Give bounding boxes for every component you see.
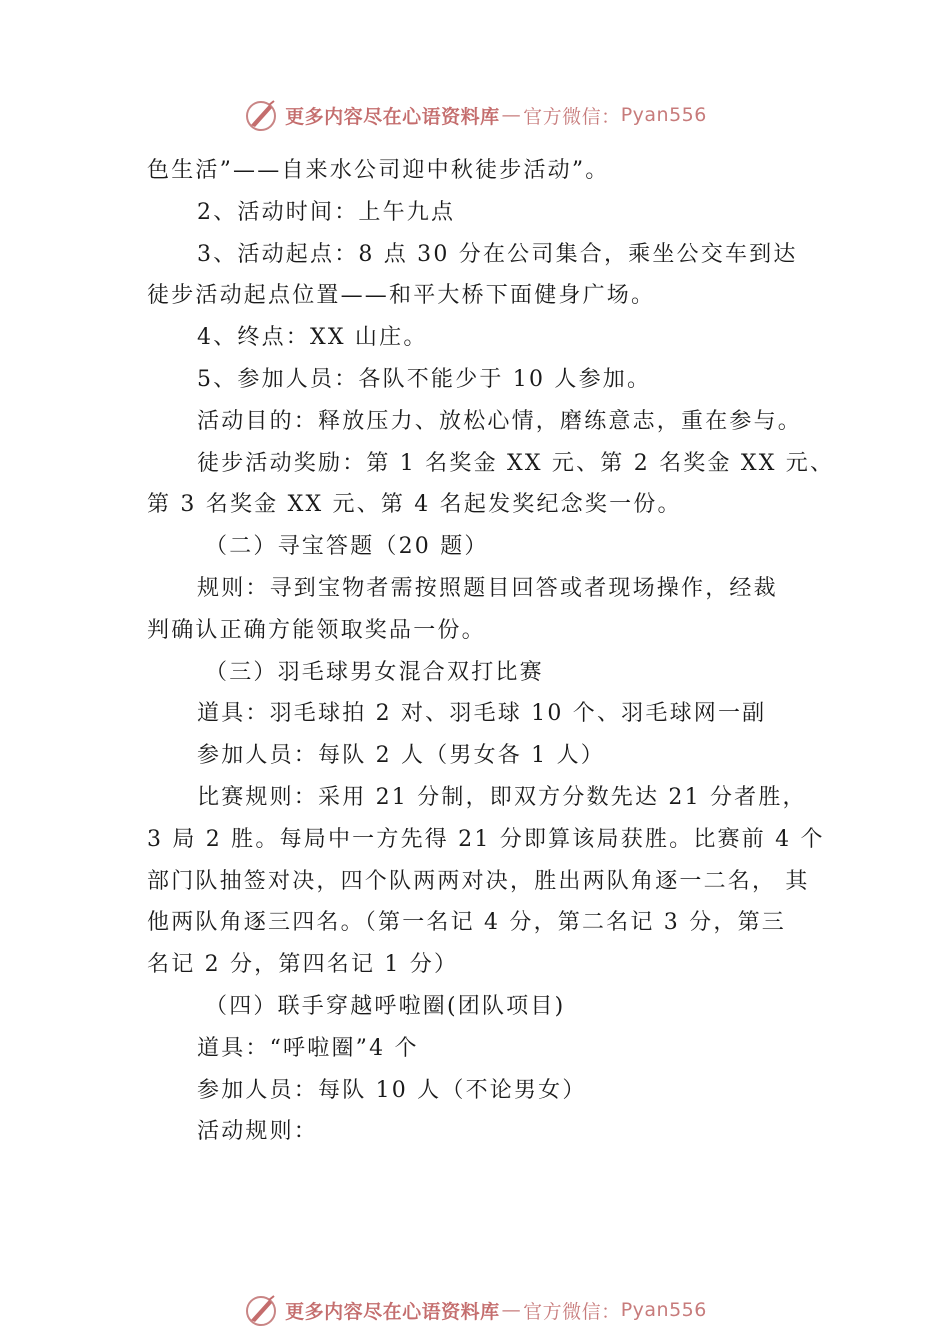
text-line: 4、终点：XX 山庄。 (197, 325, 428, 351)
watermark-wechat-id: Pyan556 (620, 1299, 707, 1321)
text-line: 3 局 2 胜。每局中一方先得 21 分即算该局获胜。比赛前 4 个 (147, 826, 825, 852)
watermark-separator: — (501, 104, 522, 126)
text-line: 名记 2 分，第四名记 1 分） (147, 952, 459, 978)
watermark-brand: 更多内容尽在心语资料库 (285, 1300, 500, 1323)
text-line: 道具：羽毛球拍 2 对、羽毛球 10 个、羽毛球网一副 (197, 701, 767, 727)
watermark-separator: — (501, 1299, 522, 1321)
text-line: 5、参加人员：各队不能少于 10 人参加。 (197, 366, 652, 392)
section-heading: （四）联手穿越呼啦圈(团队项目) (205, 993, 566, 1019)
text-line: 比赛规则：采用 21 分制，即双方分数先达 21 分者胜， (197, 784, 807, 810)
text-line: 色生活”——自来水公司迎中秋徒步活动”。 (147, 158, 610, 183)
watermark-brand: 更多内容尽在心语资料库 (285, 105, 500, 128)
text-line: 道具：“呼啦圈”4 个 (197, 1035, 419, 1061)
section-heading: （三）羽毛球男女混合双打比赛 (205, 659, 544, 685)
text-line: 活动规则： (197, 1119, 319, 1145)
text-line: 他两队角逐三四名。（第一名记 4 分，第二名记 3 分，第三 (147, 910, 786, 936)
text-line: 2、活动时间：上午九点 (197, 199, 456, 225)
text-line: 徒步活动起点位置——和平大桥下面健身广场。 (147, 283, 656, 309)
quill-logo-icon (243, 1292, 279, 1328)
watermark-wechat-id: Pyan556 (620, 104, 707, 126)
quill-logo-icon (243, 97, 279, 133)
watermark-label: 官方微信： (523, 105, 621, 128)
document-body (147, 150, 835, 1153)
header-watermark (0, 95, 950, 135)
text-line: 参加人员：每队 10 人（不论男女） (197, 1077, 587, 1103)
watermark-label: 官方微信： (523, 1300, 621, 1323)
text-line: 第 3 名奖金 XX 元、第 4 名起发奖纪念奖一份。 (147, 492, 682, 518)
text-line: 部门队抽签对决，四个队两两对决，胜出两队角逐一二名， 其 (147, 868, 810, 894)
text-line: 判确认正确方能领取奖品一份。 (147, 617, 486, 643)
section-heading: （二）寻宝答题（20 题） (205, 534, 489, 560)
text-line: 徒步活动奖励：第 1 名奖金 XX 元、第 2 名奖金 XX 元、 (197, 450, 835, 476)
text-line: 活动目的：释放压力、放松心情，磨练意志，重在参与。 (197, 408, 803, 434)
footer-watermark (0, 1290, 950, 1330)
text-line: 3、活动起点：8 点 30 分在公司集合，乘坐公交车到达 (197, 241, 798, 267)
text-line: 规则：寻到宝物者需按照题目回答或者现场操作，经裁 (197, 575, 778, 601)
text-line: 参加人员：每队 2 人（男女各 1 人） (197, 743, 605, 769)
